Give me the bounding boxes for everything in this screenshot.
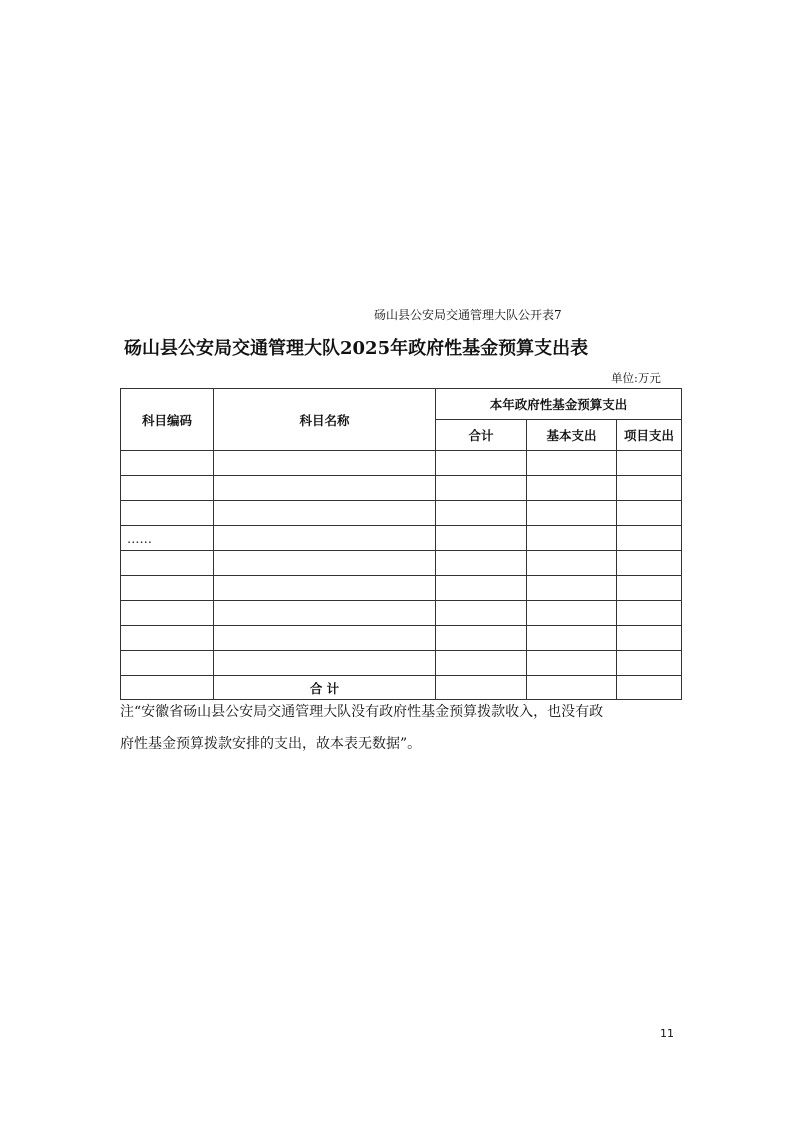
row-name: [214, 576, 436, 601]
table-header-row: [121, 389, 682, 420]
row-total: [436, 476, 527, 501]
row-basic: [527, 451, 617, 476]
row-total: [436, 601, 527, 626]
row-project: [617, 651, 682, 676]
row-name: [214, 551, 436, 576]
row-total: [436, 626, 527, 651]
row-total: [436, 526, 527, 551]
row-code: [121, 451, 214, 476]
row-project: [617, 601, 682, 626]
row-basic: [527, 526, 617, 551]
row-project: [617, 451, 682, 476]
row-name: [214, 526, 436, 551]
row-code: [121, 551, 214, 576]
header-fund-expenditure: 本年政府性基金预算支出: [436, 389, 682, 420]
row-code: [121, 651, 214, 676]
table-row: [121, 576, 682, 601]
row-code: [121, 576, 214, 601]
row-name: [214, 476, 436, 501]
header-project-expenditure: 项目支出: [617, 420, 682, 451]
total-label: 合 计: [214, 676, 436, 700]
row-total: [436, 651, 527, 676]
table-number-label: 砀山县公安局交通管理大队公开表7: [374, 308, 562, 322]
page-number: 11: [660, 1027, 674, 1040]
header-total: 合计: [436, 420, 527, 451]
table-row: [121, 476, 682, 501]
row-project: [617, 501, 682, 526]
row-name: [214, 451, 436, 476]
table-row: [121, 451, 682, 476]
table-row: [121, 526, 682, 551]
row-project: [617, 526, 682, 551]
row-project: [617, 476, 682, 501]
row-code: [121, 476, 214, 501]
row-total: [436, 576, 527, 601]
footnote-line-2: 府性基金预算拨款安排的支出，故本表无数据”。: [120, 736, 422, 752]
budget-table: [120, 388, 682, 700]
header-subject-name: 科目名称: [214, 389, 436, 451]
table-row: [121, 626, 682, 651]
row-basic: [527, 551, 617, 576]
row-code: ……: [121, 526, 214, 551]
table-row: [121, 551, 682, 576]
row-name: [214, 626, 436, 651]
row-project: [617, 626, 682, 651]
row-basic: [527, 651, 617, 676]
row-code: [121, 626, 214, 651]
table-row: [121, 601, 682, 626]
row-project: [617, 551, 682, 576]
unit-label: 单位:万元: [611, 371, 661, 385]
row-basic: [527, 601, 617, 626]
row-total: [436, 551, 527, 576]
footnote: [120, 696, 690, 760]
header-basic-expenditure: 基本支出: [527, 420, 617, 451]
row-basic: [527, 501, 617, 526]
row-total: [436, 451, 527, 476]
row-total: [436, 501, 527, 526]
row-code: [121, 601, 214, 626]
table-row: [121, 501, 682, 526]
row-basic: [527, 476, 617, 501]
table-row: [121, 651, 682, 676]
row-basic: [527, 576, 617, 601]
footnote-line-1: 注“安徽省砀山县公安局交通管理大队没有政府性基金预算拨款收入，也没有政: [120, 704, 604, 720]
header-subject-code: 科目编码: [121, 389, 214, 451]
page-title: 砀山县公安局交通管理大队2025年政府性基金预算支出表: [124, 338, 589, 359]
row-name: [214, 651, 436, 676]
row-code: [121, 501, 214, 526]
row-name: [214, 601, 436, 626]
row-basic: [527, 626, 617, 651]
row-name: [214, 501, 436, 526]
row-project: [617, 576, 682, 601]
